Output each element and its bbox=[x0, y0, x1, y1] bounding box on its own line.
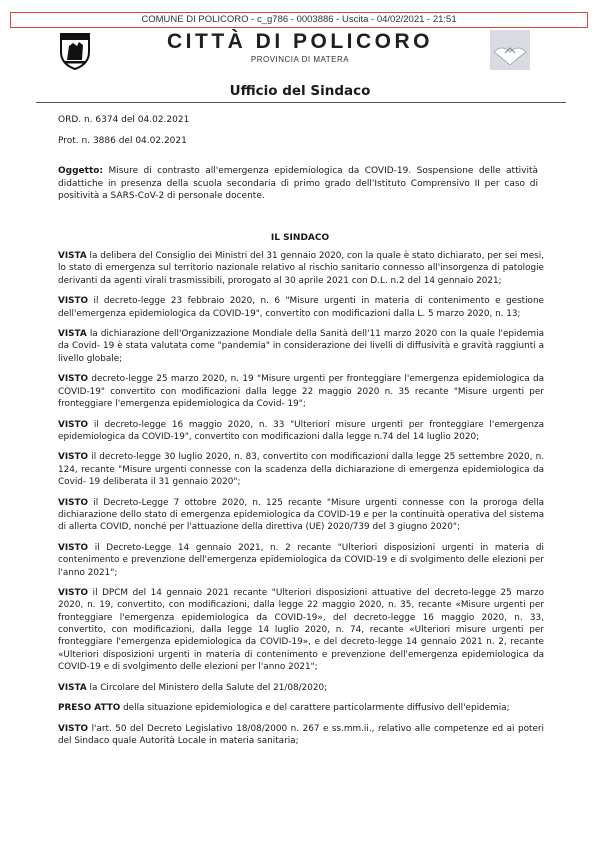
paragraph-lead: VISTO bbox=[58, 296, 89, 307]
city-name: CITTÀ DI POLICORO bbox=[167, 30, 433, 53]
paragraph bbox=[58, 451, 544, 488]
paragraph bbox=[58, 295, 544, 320]
paragraph-text: la dichiarazione dell'Organizzazione Mondiale della Sanità dell'11 marzo 2020 con la quale l'epidemia da Covid- 19 è stata valutata come "pandemia" in considerazione dei livelli di diffusività e gravità raggiunti a livello globale; bbox=[58, 329, 545, 364]
paragraph-text: il decreto-legge 30 luglio 2020, n. 83, convertito con modificazioni dalla legge 25 settembre 2020, n. 124, recante "Misure urgenti connesse con la scadenza della dichiarazione di emergenza epidemiologica da Covid- 19 deliberata il 31 gennaio 2020"; bbox=[58, 452, 545, 488]
paragraph-lead: VISTO bbox=[58, 374, 89, 385]
paragraph bbox=[58, 497, 544, 534]
paragraph-lead: VISTO bbox=[58, 419, 89, 430]
paragraph-lead: VISTO bbox=[58, 497, 89, 508]
paragraph-text: la delibera del Consiglio dei Ministri del 31 gennaio 2020, con la quale è stato dichiarato, per sei mesi, lo stato di emergenza sul territorio nazionale relativo al rischio sanitario connesso all'insorgenza di patologie derivanti da agenti virali trasmissibili, prorogato al 30 aprile 2021 con D.L. n.2 del 14 gennaio 2021; bbox=[58, 251, 545, 286]
paragraph-lead: VISTO bbox=[58, 588, 89, 599]
paragraph-text: il Decreto-Legge 7 ottobre 2020, n. 125 recante "Misure urgenti connesse con la proroga della dichiarazione dello stato di emergenza epidemiologica da COVID-19 e per la continuità operativa del sistema di allerta COVID, nonché per l'attuazione della direttiva (UE) 2020/739 del 3 giugno 2020"; bbox=[58, 497, 545, 533]
subject-text: Misure di contrasto all'emergenza epidemiologica da COVID-19. Sospensione delle attività didattiche in presenza della scuola secondaria di primo grado dell'Istituto Comprensivo II per caso di positività a SARS-CoV-2 di personale docente. bbox=[58, 166, 538, 202]
paragraph bbox=[58, 723, 544, 748]
office-title: Ufficio del Sindaco bbox=[229, 83, 371, 99]
subject-label: Oggetto: bbox=[58, 166, 104, 176]
paragraph bbox=[58, 542, 544, 579]
paragraph bbox=[58, 373, 544, 410]
paragraph-text: la Circolare del Ministero della Salute del 21/08/2020; bbox=[89, 682, 328, 693]
paragraph bbox=[58, 250, 544, 287]
paragraph-lead: VISTO bbox=[58, 723, 89, 734]
paragraph bbox=[58, 702, 544, 714]
paragraph-lead: VISTO bbox=[58, 452, 89, 463]
paragraph bbox=[58, 419, 544, 444]
paragraph-text: decreto-legge 25 marzo 2020, n. 19 "Misure urgenti per fronteggiare l'emergenza epidemiologica da COVID-19" convertito con modificazioni dalla legge 22 maggio 2020 n. 35 recante "Misure urgenti per fronteggiare l'emergenza epidemiologica da Covid- 19"; bbox=[58, 374, 545, 409]
paragraph-text: l'art. 50 del Decreto Legislativo 18/08/2000 n. 267 e ss.mm.ii., relativo alle competenze ed ai poteri del Sindaco quale Autorità Locale in materia sanitaria; bbox=[58, 723, 545, 747]
paragraph bbox=[58, 328, 544, 365]
city-of-peace-emblem bbox=[490, 30, 530, 70]
paragraph-lead: PRESO ATTO bbox=[58, 703, 121, 714]
section-heading: IL SINDACO bbox=[270, 233, 330, 243]
paragraph-text: il decreto-legge 23 febbraio 2020, n. 6 "Misure urgenti in materia di contenimento e gestione dell'emergenza epidemiologica da COVID-19", convertito con modificazioni dalla L. 5 marzo 2020, n. 13; bbox=[58, 296, 544, 319]
paragraph-lead: VISTO bbox=[58, 542, 89, 553]
province-name: PROVINCIA DI MATERA bbox=[250, 55, 350, 64]
subject-block bbox=[58, 165, 538, 203]
paragraph-text: della situazione epidemiologica e del carattere particolarmente diffusivo dell'epidemia; bbox=[123, 703, 510, 714]
paragraph-lead: VISTA bbox=[58, 251, 87, 261]
header-divider bbox=[36, 102, 566, 103]
paragraph-lead: VISTA bbox=[58, 682, 87, 693]
protocol-number: Prot. n. 3886 del 04.02.2021 bbox=[58, 136, 187, 146]
paragraph-text: il Decreto-Legge 14 gennaio 2021, n. 2 recante "Ulteriori disposizioni urgenti in materia di contenimento e prevenzione dell'emergenza epidemiologica da COVID-19 e di svolgimento delle elezioni per l'anno 2021"; bbox=[58, 542, 544, 578]
ordinance-number: ORD. n. 6374 del 04.02.2021 bbox=[58, 115, 190, 125]
paragraph-text: il decreto-legge 16 maggio 2020, n. 33 "Ulteriori misure urgenti per fronteggiare l'emergenza epidemiologica da COVID-19", convertito con modificazioni dalla legge n.74 del 14 luglio 2020; bbox=[58, 419, 545, 442]
paragraph bbox=[58, 587, 544, 673]
paragraph-text: il DPCM del 14 gennaio 2021 recante "Ulteriori disposizioni attuative del decreto-legge 25 marzo 2020, n. 19, convertito, con modificazioni, dalla legge 22 maggio 2020, n. 35, recante «Misure urgenti per fronteggiare l'emergenza epidemiologica da COVID-19», del decreto-legge 16 maggio 2020, n. 33, convertito, con modificazioni, dalla legge 14 luglio 2020, n. 74, recante «Ulteriori misure urgenti per fronteggiare l'emergenza epidemiologica da COVID-19», e del decreto-legge 14 gennaio 2021 n. 2, recante «Ulteriori disposizioni urgenti in materia di contenimento e prevenzione dell'emergenza epidemiologica da COVID-19 e di svolgimento delle elezioni per l'anno 2021"; bbox=[58, 588, 544, 673]
paragraph-lead: VISTA bbox=[58, 329, 87, 340]
document-body bbox=[58, 250, 544, 756]
protocol-stamp: COMUNE DI POLICORO - c_g786 - 0003886 - Uscita - 04/02/2021 - 21:51 bbox=[10, 12, 588, 28]
paragraph bbox=[58, 682, 544, 694]
